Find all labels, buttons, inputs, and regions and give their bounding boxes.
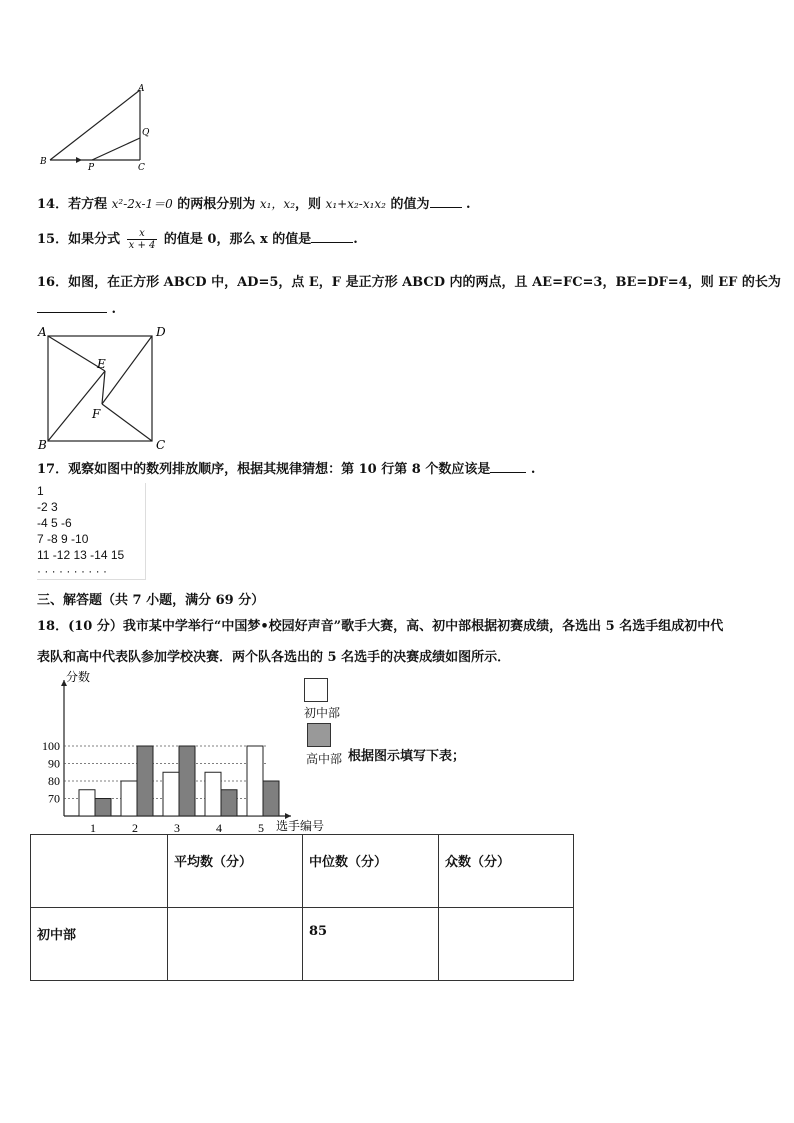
x-tick-label: 2 [132,821,138,834]
x-tick-label: 5 [258,821,264,834]
question-16-blank: . [37,302,116,317]
legend-label-senior: 高中部 [306,752,343,766]
x-tick-label: 3 [174,821,180,834]
bar [79,790,95,816]
bar [95,799,111,817]
triangle-figure [36,82,156,172]
question-16: 16．如图，在正方形 ABCD 中，AD=5，点 E，F 是正方形 ABCD 内的两点，且 AE=FC=3，BE=DF=4，则 EF 的长为 [37,275,781,290]
table-cell [31,835,168,908]
label-E: E [97,357,106,371]
bar [247,746,263,816]
table-cell[interactable] [168,908,303,981]
bar [263,781,279,816]
bar [137,746,153,816]
label-C: C [138,163,145,172]
question-15: 15．如果分式 $\frac{x}{x + 4}$ 的值是 0，那么 x 的值是 . [37,228,358,251]
y-tick-label: 70 [48,791,60,806]
label-A: A [138,84,145,94]
y-tick-label: 80 [48,774,60,788]
label-C: C [156,438,166,452]
bar [205,772,221,816]
table-cell: 中位数（分） [303,835,439,908]
answer-blank [311,242,353,243]
x-axis-label: 选手编号 [276,819,325,833]
section-heading: 三、解答题（共 7 小题，满分 69 分） [37,593,265,608]
y-tick-label: 90 [48,756,60,771]
score-table [30,834,574,981]
table-cell: 85 [303,908,439,981]
answer-blank [430,207,462,208]
y-axis-label: 分数 [66,670,91,684]
label-A: A [38,325,47,339]
seq-row: 11 -12 13 -14 15 [37,548,125,562]
label-F: F [92,407,101,421]
bar [163,772,179,816]
seq-row: -4 5 -6 [37,516,72,530]
score-bar-chart [36,668,336,834]
seq-row: -2 3 [37,500,58,514]
legend-swatch-junior [304,678,328,702]
table-cell: 初中部 [31,908,168,981]
question-14: 14．若方程 x²-2x-1＝0 的两根分别为 x₁，x₂，则 x₁+x₂-x₁x₂ 的值为 . [37,197,471,212]
x-tick-label: 1 [90,821,96,834]
table-row [31,908,574,981]
legend-swatch-senior [307,723,331,747]
seq-row: 1 [37,484,44,498]
y-tick-label: 100 [42,739,60,753]
bar [221,790,237,816]
question-18-line1: 18．(10 分）我市某中学举行“中国梦•校园好声音”歌手大赛，高、初中部根据初赛成绩，各选出 5 名选手组成初中代 [37,619,724,634]
label-B: B [40,157,47,167]
question-18-line2: 表队和高中代表队参加学校决赛．两个队各选出的 5 名选手的决赛成绩如图所示． [37,650,511,665]
label-B: B [38,438,47,452]
square-figure [34,322,174,452]
fraction: $\frac{x}{x + 4}$ [128,228,156,251]
table-header-row [31,835,574,908]
x-tick-label: 4 [216,821,222,834]
label-P: P [88,163,95,172]
table-cell: 平均数（分） [168,835,303,908]
bar [121,781,137,816]
label-D: D [156,325,166,339]
seq-row: 7 -8 9 -10 [37,532,89,546]
fill-table-instruction: 根据图示填写下表； [348,749,466,764]
question-17: 17．观察如图中的数列排放顺序，根据其规律猜想：第 10 行第 8 个数应该是 . [37,462,536,477]
number-triangle [37,483,146,580]
label-Q: Q [142,128,150,138]
legend-label-junior: 初中部 [304,706,341,720]
table-cell[interactable] [439,908,574,981]
table-cell: 众数（分） [439,835,574,908]
seq-row: · · · · · · · · · · [37,564,107,578]
bar [179,746,195,816]
